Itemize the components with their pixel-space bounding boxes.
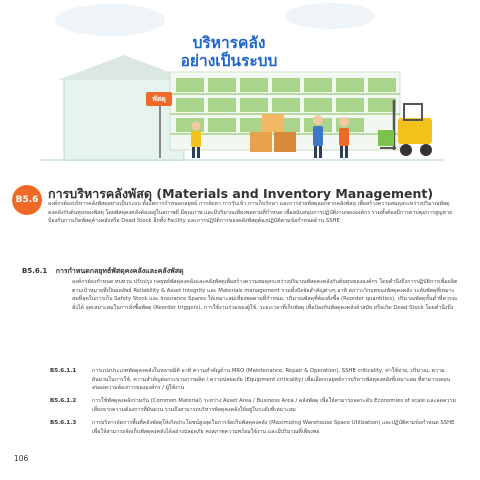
page-number: 106: [14, 454, 29, 463]
hero-title-line2: อย่างเป็นระบบ: [180, 52, 278, 70]
section-title: การบริหารคลังพัสดุ (Materials and Inventory Management): [48, 186, 434, 201]
subsection-title: การกำหนดกลยุทธ์พัสดุคงคลังและคลังพัสดุ: [55, 267, 184, 275]
parcel-sign-label: พัสดุ: [152, 95, 166, 103]
section-intro-paragraph: องค์กรต้องบริหารคลังพัสดุอย่างเป็นระบบ ตั้งแต่การกำหนดกลยุทธ์ การจัดหา การรับเข้า การเก็บรักษา และการจ่ายพัสดุออกจากคลังพัสดุ เพื่อสร้างความสมดุลระหว่างปริมาณพัสดุคงคลังกับต้นทุนของพัสดุ โดยพัสดุคงคลังต้องอยู่ในสภาพดี มีคุณภาพ และมีปริมาณเพียงพอตามที่กำหนด เพื่อสนับสนุนการปฏิบัติงานขององค์กร รวมทั้งต้องมีการควบคุมการสูญหาย ป้องกันการเกิดพัสดุค้างคลังหรือ Dead Stock อีกทั้ง Facility และการปฏิบัติการของคลังพัสดุต้องปฏิบัติตามข้อกำหนดด้าน SSHE: [48, 201, 453, 225]
hero-title-line1: บริหารคลัง: [192, 34, 266, 52]
list-item-text: การใช้พัสดุคงคลังร่วมกัน (Common Material) ระหว่าง Asset Area / Business Area / คลังพัสดุ เพื่อให้สามารถลดระดับ Economies of scale และลดความเสี่ยงจากความต้องการที่ผันผวน รวมถึงสามารถบริหารพัสดุคงคลังให้อยู่ในระดับที่เหมาะสม: [92, 398, 456, 413]
list-item-text: การบริหารจัดการพื้นที่คลังพัสดุให้เกิดประโยชน์สูงสุดในการจัดเก็บพัสดุคงคลัง (Maximizing Warehouse Space Utilization) และปฏิบัติตามข้อกำหนด SSHE เพื่อให้สามารถจัดเก็บพัสดุคงคลังได้อย่างปลอดภัย คงสภาพความพร้อมใช้งาน และมีปริมาณที่เพียงพอ: [92, 420, 455, 435]
subsection-number: B5.6.1: [22, 267, 48, 275]
subsection-heading: [22, 266, 190, 277]
section-number-badge: B5.6: [12, 185, 42, 215]
list-item-number: B5.6.1.2: [50, 398, 77, 404]
list-item-number: B5.6.1.1: [50, 368, 77, 374]
hero-title: [0, 34, 480, 70]
cloud-decoration: [55, 3, 375, 36]
warehouse-illustration: [0, 0, 480, 180]
list-item-text: การแบ่งประเภทพัสดุคงคลังในหลายมิติ อาทิ ความสำคัญด้าน MRO (Maintenance, Repair & Operation), SSHE criticality, ค่าใช้จ่าย, ปริมาณ, ความผันผวนในการใช้, ความสำคัญต่อกระบวนการผลิต / ความปลอดภัย (Equipment criticality) เพื่อเลือกกลยุทธ์การบริหารพัสดุคงคลังที่เหมาะสม ที่สามารถตอบสนองความต้องการขององค์กร / ผู้ใช้งาน: [92, 368, 451, 392]
list-item-number: B5.6.1.3: [50, 420, 77, 426]
subsection-paragraph: องค์กรต้องกำหนด ทบทวน ปรับปรุง กลยุทธ์พัสดุคงคลังและคลังพัสดุเพื่อสร้างความสมดุลระหว่างปริมาณพัสดุคงคลังกับต้นทุนขององค์กร โดยคำนึงถึงการปฏิบัติการเพื่อผลิตตามเป้าหมายที่เป็นผลลัพธ์ Reliability & Asset Integrity และ Materials management รวมทั้งปัจจัยสำคัญต่างๆ อาทิ สภาวะวิกฤตของพัสดุคงคลัง ระดับพัสดุที่เหมาะสมที่สุดในการเก็บ Safety Stock และ Insurance Spares ให้เหมาะสมเพียงพอตามที่กำหนด, ปริมาณพัสดุที่ต้องสั่งซื้อ (Reorder quantities), ปริมาณพัสดุขั้นต่ำที่ควรจะสั่งได้ จุดเหมาะสมในการสั่งซื้อพัสดุ (Reorder triggers), การใช้งานร่วมของผู้ใช้, ระยะเวลาที่เก็บพัสดุ เพื่อป้องกันพัสดุคงคลังล้าสมัย หรือเกิด Dead Stock โดยคำนึงถึง: [72, 279, 458, 311]
